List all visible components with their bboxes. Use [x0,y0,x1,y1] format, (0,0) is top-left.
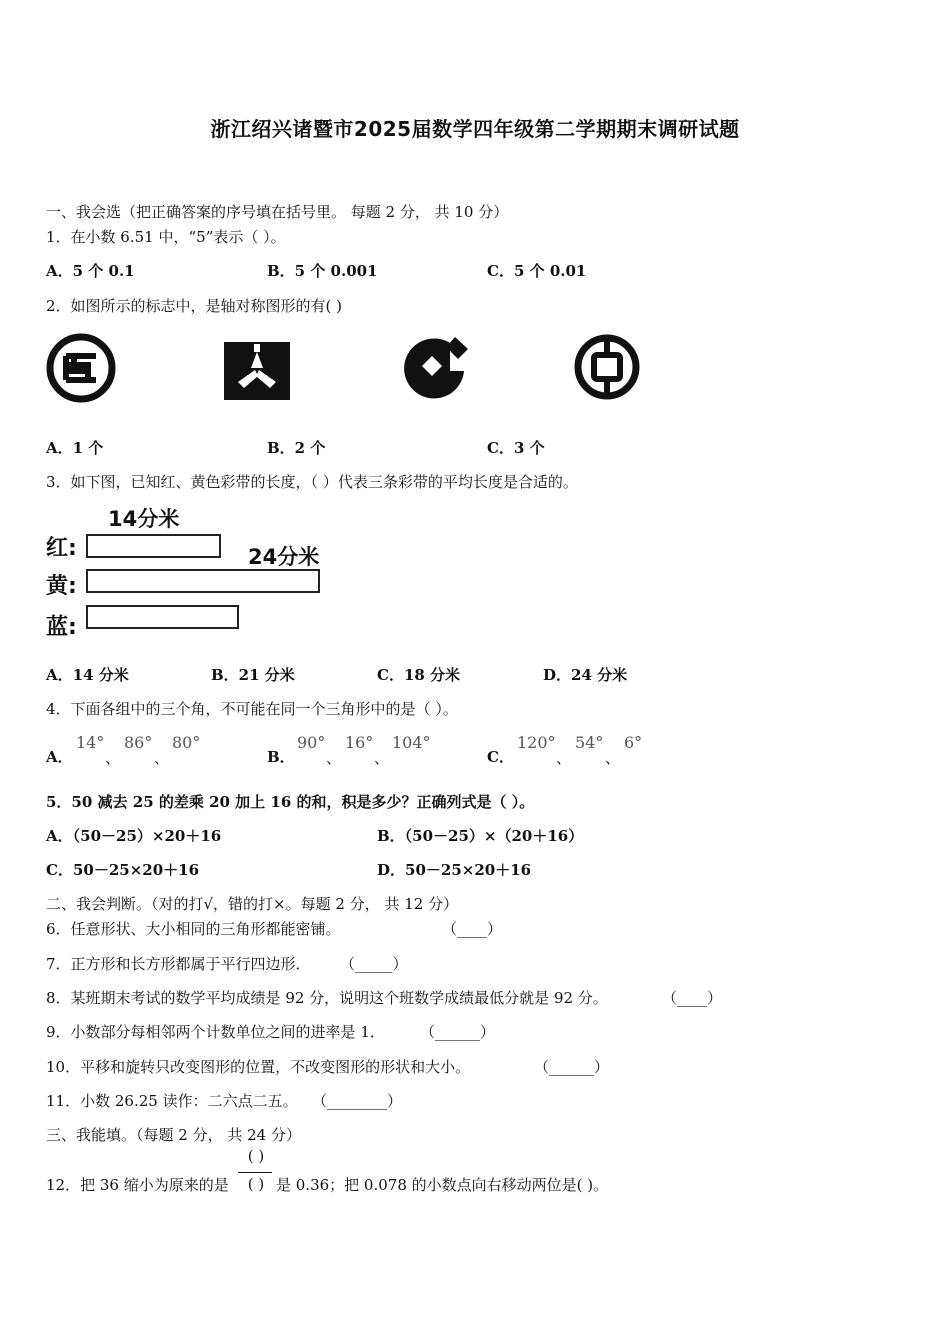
question-12-prefix: 12．把 36 缩小为原来的是 [46,1176,229,1194]
q1-option-a[interactable]: A．5 个 0.1 [46,262,135,280]
q4-c-angle-2: 54° [575,733,604,752]
page-title: 浙江绍兴诸暨市2025届数学四年级第二学期期末调研试题 [210,117,740,141]
q4-c-angle-1: 120° [517,733,556,752]
question-12-suffix: 是 0.36；把 0.078 的小数点向右移动两位是( )。 [276,1176,609,1194]
separator: 、 [605,749,621,767]
q3-option-a[interactable]: A．14 分米 [46,666,129,684]
bank-of-china-logo-icon [570,331,644,403]
q5-option-d[interactable]: D．50－25×20＋16 [377,861,532,879]
icbc-logo-icon [44,332,118,404]
question-7: 7．正方形和长方形都属于平行四边形． [46,955,311,973]
q12-fraction-denominator[interactable]: ( ) [247,1175,265,1193]
red-length-label: 14分米 [108,507,180,531]
question-9: 9．小数部分每相邻两个计数单位之间的进率是 1． [46,1023,385,1041]
q8-answer-blank[interactable]: （____） [662,989,723,1007]
separator: 、 [374,749,390,767]
q4-b-angle-1: 90° [297,733,326,752]
q2-option-b[interactable]: B．2 个 [267,439,326,457]
q7-answer-blank[interactable]: （_____） [340,955,408,973]
question-6: 6．任意形状、大小相同的三角形都能密铺。 [46,920,341,938]
section-header-judge: 二、我会判断。（对的打√，错的打×。每题 2 分， 共 12 分） [46,895,459,913]
question-3: 3．如下图，已知红、黄色彩带的长度，（ ）代表三条彩带的平均长度是合适的。 [46,473,578,491]
q3-option-b[interactable]: B．21 分米 [211,666,295,684]
q4-option-b[interactable]: B． [267,748,295,766]
q1-option-b[interactable]: B．5 个 0.001 [267,262,378,280]
q3-option-c[interactable]: C．18 分米 [377,666,461,684]
q1-option-c[interactable]: C．5 个 0.01 [487,262,587,280]
question-11: 11．小数 26.25 读作：二六点二五。 [46,1092,298,1110]
q4-a-angle-1: 14° [76,733,105,752]
separator: 、 [154,749,170,767]
q5-option-a[interactable]: A．（50－25）×20＋16 [46,827,222,845]
q4-a-angle-2: 86° [124,733,153,752]
q5-option-b[interactable]: B．（50－25）×（20＋16） [377,827,584,845]
q4-b-angle-2: 16° [345,733,374,752]
blue-ribbon-bar [86,605,239,629]
yellow-ribbon-label: 黄: [46,574,77,599]
fraction-bar [238,1172,272,1173]
question-1: 1．在小数 6.51 中，“5”表示（ ）。 [46,228,286,246]
question-5: 5．50 减去 25 的差乘 20 加上 16 的和，积是多少？正确列式是（ ）。 [46,793,535,811]
ccb-building-logo-icon [222,340,292,402]
q3-option-d[interactable]: D．24 分米 [543,666,628,684]
q9-answer-blank[interactable]: （______） [420,1023,496,1041]
q6-answer-blank[interactable]: （____） [442,920,503,938]
construction-bank-logo-icon [400,333,472,399]
blue-ribbon-label: 蓝: [46,615,77,640]
question-2: 2．如图所示的标志中，是轴对称图形的有( ) [46,297,343,315]
q4-c-angle-3: 6° [624,733,643,752]
separator: 、 [326,749,342,767]
yellow-ribbon-bar [86,569,320,593]
separator: 、 [556,749,572,767]
q4-b-angle-3: 104° [392,733,431,752]
q4-option-c[interactable]: C． [487,748,514,766]
q4-option-a[interactable]: A． [46,748,73,766]
q2-option-c[interactable]: C．3 个 [487,439,545,457]
q5-option-c[interactable]: C．50－25×20＋16 [46,861,200,879]
q11-answer-blank[interactable]: （________） [312,1092,403,1110]
question-10: 10．平移和旋转只改变图形的位置，不改变图形的形状和大小。 [46,1058,471,1076]
section-header-choice: 一、我会选（把正确答案的序号填在括号里。 每题 2 分， 共 10 分） [46,203,509,221]
q4-a-angle-3: 80° [172,733,201,752]
q2-option-a[interactable]: A．1 个 [46,439,104,457]
q10-answer-blank[interactable]: （______） [534,1058,610,1076]
question-8: 8．某班期末考试的数学平均成绩是 92 分，说明这个班数学成绩最低分就是 92 分。 [46,989,608,1007]
red-ribbon-bar [86,534,221,558]
separator: 、 [105,749,121,767]
yellow-length-label: 24分米 [248,545,320,569]
section-header-fill: 三、我能填。（每题 2 分， 共 24 分） [46,1126,301,1144]
red-ribbon-label: 红: [46,536,77,561]
question-4: 4．下面各组中的三个角，不可能在同一个三角形中的是（ ）。 [46,700,458,718]
q12-fraction-numerator[interactable]: ( ) [247,1147,265,1165]
